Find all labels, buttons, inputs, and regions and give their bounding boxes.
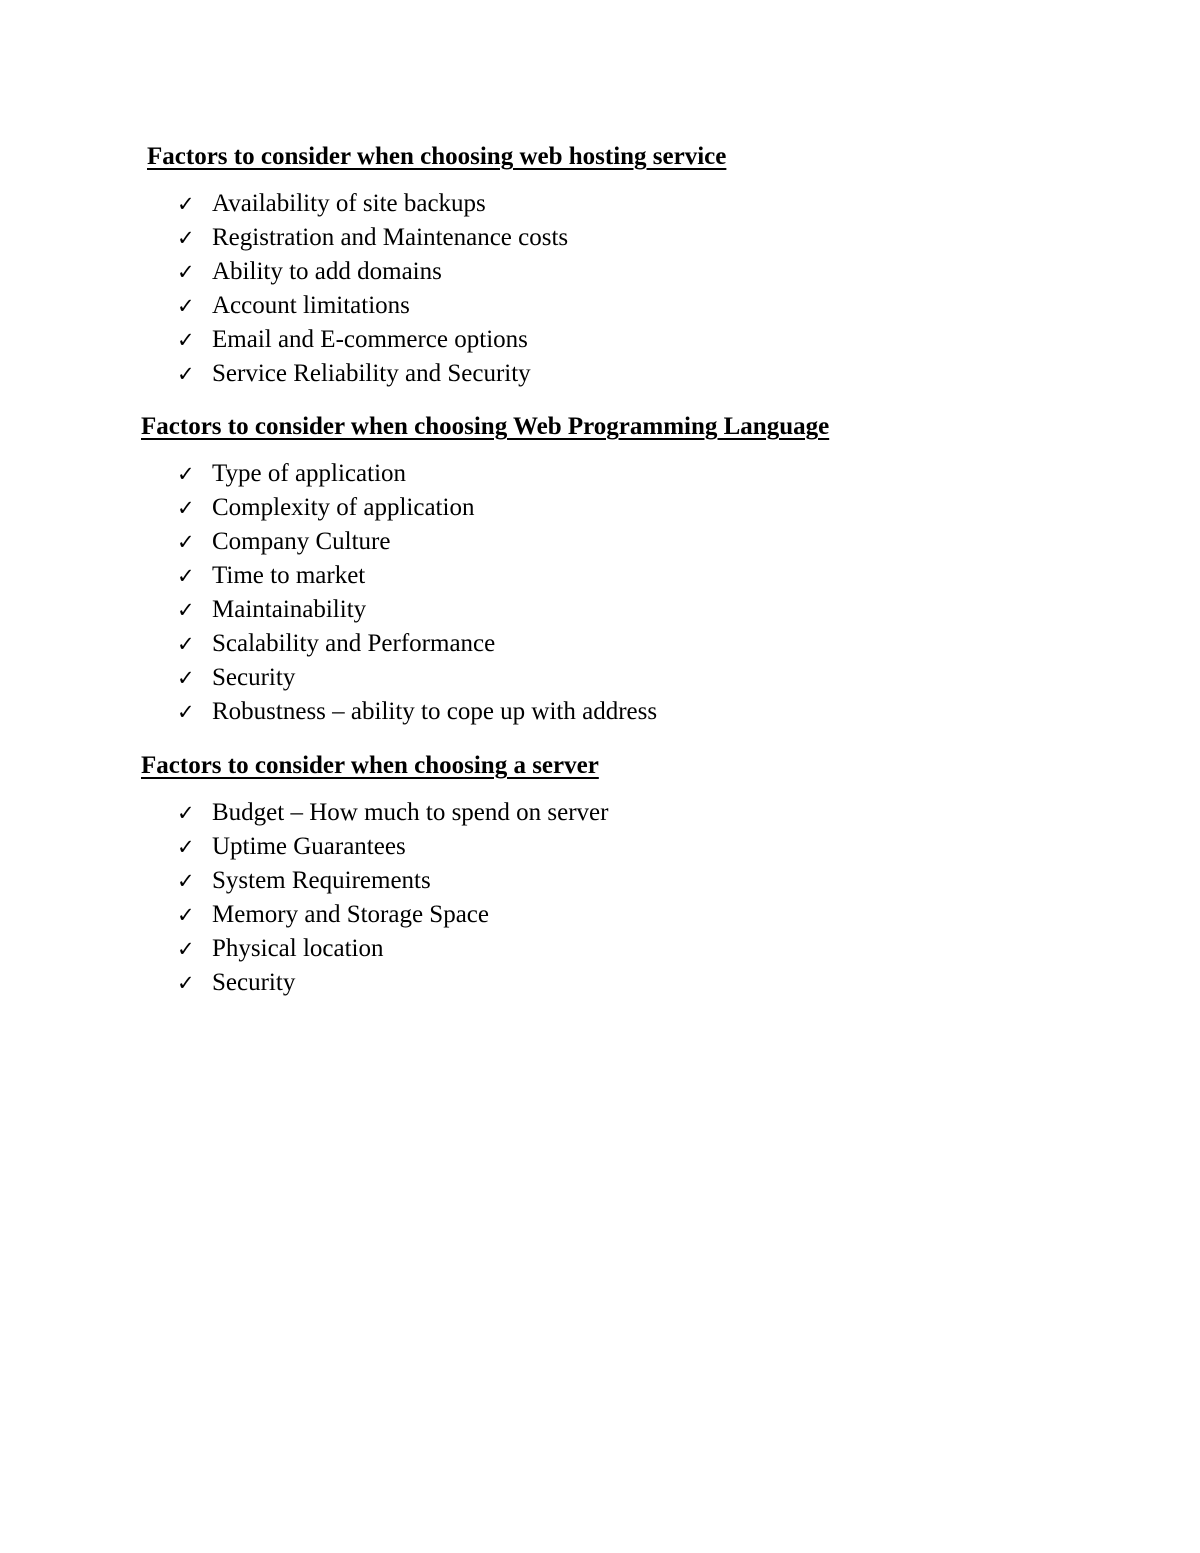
list-item: [141, 457, 1041, 491]
list-item-text: Security: [212, 969, 296, 996]
list-item: [141, 255, 1041, 289]
checklist: [141, 187, 1041, 391]
list-item: [141, 357, 1041, 391]
checklist: [141, 457, 1041, 729]
checkmark-icon: ✓: [177, 462, 195, 486]
checkmark-icon: ✓: [177, 801, 195, 825]
list-item-text: Physical location: [212, 935, 384, 962]
list-item-text: Ability to add domains: [212, 258, 442, 285]
list-item-text: Type of application: [212, 460, 407, 487]
list-item-text: Robustness – ability to cope up with address: [212, 698, 658, 725]
list-item-text: Scalability and Performance: [212, 630, 496, 657]
checkmark-icon: ✓: [177, 937, 195, 961]
list-item: [141, 864, 1041, 898]
checkmark-icon: ✓: [177, 226, 195, 250]
list-item: [141, 593, 1041, 627]
section-heading: Factors to consider when choosing web hosting service: [147, 143, 727, 170]
list-item-text: Memory and Storage Space: [212, 901, 490, 928]
list-item: [141, 661, 1041, 695]
list-item-text: Budget – How much to spend on server: [212, 799, 609, 826]
checkmark-icon: ✓: [177, 971, 195, 995]
list-item: [141, 187, 1041, 221]
list-item-text: Complexity of application: [212, 494, 475, 521]
list-item: [141, 559, 1041, 593]
list-item: [141, 221, 1041, 255]
list-item: [141, 830, 1041, 864]
checkmark-icon: ✓: [177, 632, 195, 656]
list-item-text: Time to market: [212, 562, 366, 589]
list-item-text: Security: [212, 664, 296, 691]
list-item: [141, 491, 1041, 525]
checkmark-icon: ✓: [177, 192, 195, 216]
checkmark-icon: ✓: [177, 598, 195, 622]
list-item: [141, 323, 1041, 357]
list-item: [141, 289, 1041, 323]
list-item-text: System Requirements: [212, 867, 431, 894]
section-server: [141, 749, 1041, 1000]
checkmark-icon: ✓: [177, 328, 195, 352]
list-item-text: Availability of site backups: [212, 190, 486, 217]
list-item: [141, 525, 1041, 559]
checkmark-icon: ✓: [177, 700, 195, 724]
section-heading: Factors to consider when choosing Web Programming Language: [141, 413, 830, 440]
checkmark-icon: ✓: [177, 666, 195, 690]
section-web-hosting: [141, 140, 1041, 391]
list-item: [141, 796, 1041, 830]
list-item: [141, 627, 1041, 661]
checkmark-icon: ✓: [177, 835, 195, 859]
section-web-programming-language: [141, 410, 1041, 729]
list-item-text: Company Culture: [212, 528, 391, 555]
checkmark-icon: ✓: [177, 496, 195, 520]
list-item-text: Registration and Maintenance costs: [212, 224, 569, 251]
checkmark-icon: ✓: [177, 260, 195, 284]
list-item-text: Uptime Guarantees: [212, 833, 406, 860]
checkmark-icon: ✓: [177, 564, 195, 588]
list-item: [141, 932, 1041, 966]
checkmark-icon: ✓: [177, 869, 195, 893]
list-item: [141, 966, 1041, 1000]
list-item: [141, 898, 1041, 932]
list-item: [141, 695, 1041, 729]
checkmark-icon: ✓: [177, 903, 195, 927]
list-item-text: Email and E-commerce options: [212, 326, 528, 353]
list-item-text: Maintainability: [212, 596, 367, 623]
list-item-text: Account limitations: [212, 292, 410, 319]
checkmark-icon: ✓: [177, 530, 195, 554]
section-heading: Factors to consider when choosing a server: [141, 752, 599, 779]
checkmark-icon: ✓: [177, 362, 195, 386]
checkmark-icon: ✓: [177, 294, 195, 318]
list-item-text: Service Reliability and Security: [212, 360, 531, 387]
checklist: [141, 796, 1041, 1000]
